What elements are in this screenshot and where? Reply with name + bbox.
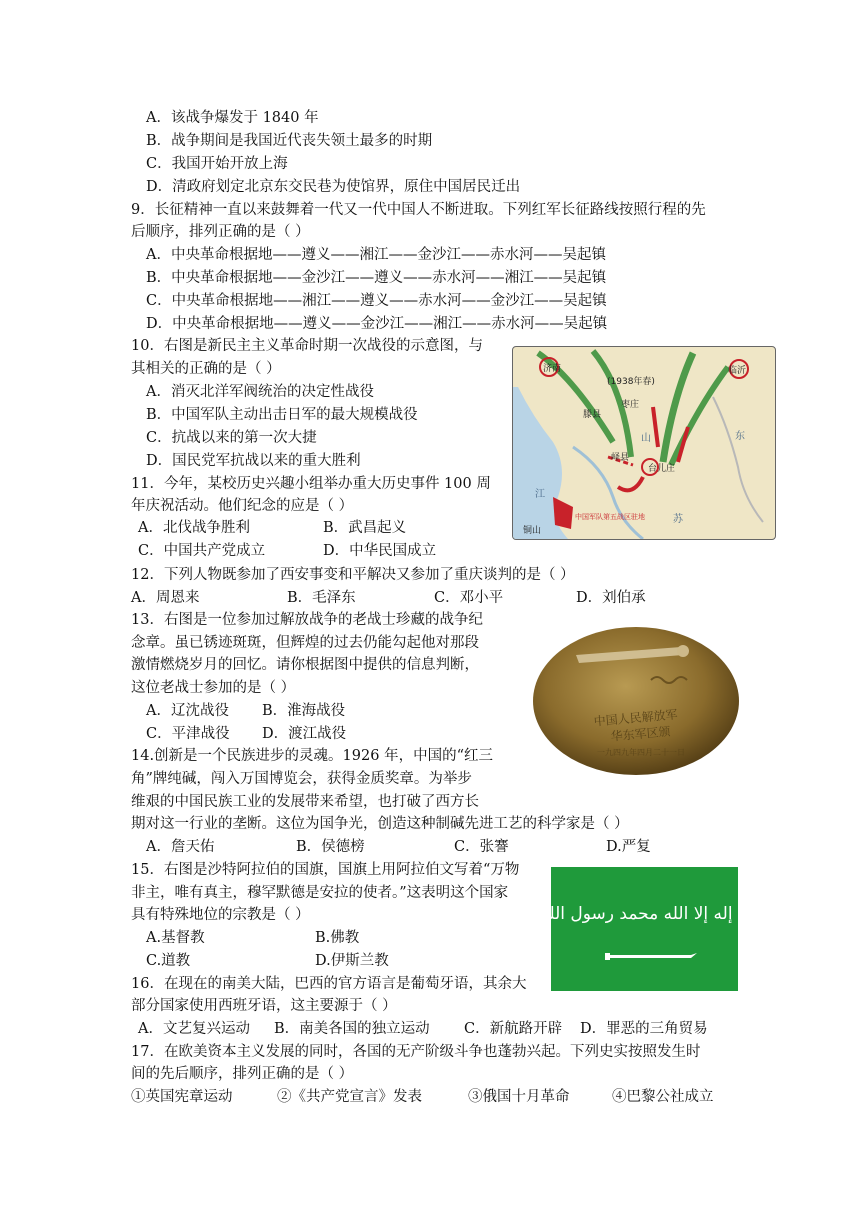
red-region <box>553 497 573 529</box>
map-place-linyi: 临沂 <box>728 366 747 376</box>
map-region-shan: 山 <box>641 433 651 444</box>
medal-pin-clasp <box>677 645 689 657</box>
map-place-tengxian: 滕县 <box>583 410 602 420</box>
q15-stem-line2: 非主，唯有真主，穆罕默德是安拉的使者。”这表明这个国家 <box>131 885 509 901</box>
q13-stem-line2: 念章。虽已锈迹斑斑，但辉煌的过去仍能勾起他对那段 <box>131 635 479 651</box>
q9-stem-line1: 9．长征精神一直以来鼓舞着一代又一代中国人不断进取。下列红军长征路线按照行程的先 <box>131 202 706 218</box>
q17-stem-line1: 17．在欧美资本主义发展的同时，各国的无产阶级斗争也蓬勃兴起。下列史实按照发生时 <box>131 1044 701 1060</box>
q11-stem-line2: 年庆祝活动。他们纪念的应是（ ） <box>131 498 354 514</box>
q16-option-b: B．南美各国的独立运动 <box>274 1021 430 1037</box>
q14-stem-line2: 角”牌纯碱，闯入万国博览会，获得金质奖章。为举步 <box>131 771 472 787</box>
q13-option-d: D．渡江战役 <box>262 726 347 742</box>
q10-stem-line1: 10．右图是新民主主义革命时期一次战役的示意图，与 <box>131 338 483 354</box>
map-region-dong: 东 <box>735 431 745 442</box>
q15-stem-line3: 具有特殊地位的宗教是（ ） <box>131 907 310 923</box>
q9-stem-line2: 后顺序，排列正确的是（ ） <box>131 224 310 240</box>
medal-date: 一九四九年四月二十一日 <box>597 748 685 757</box>
red-arrow-3 <box>618 477 643 490</box>
q14-stem-line4: 期对这一行业的垄断。这位为国争光，创造这种制碱先进工艺的科学家是（ ） <box>131 816 629 832</box>
q8-option-a: A．该战争爆发于 1840 年 <box>146 110 319 126</box>
medal-text-line1: 中国人民解放军 <box>593 707 679 729</box>
map-place-yixian: 峄县 <box>611 453 630 463</box>
battle-map-drawing <box>513 347 775 539</box>
q11-option-d: D．中华民国成立 <box>323 543 437 559</box>
q13-stem-line3: 激情燃烧岁月的回忆。请你根据图中提供的信息判断， <box>131 657 479 673</box>
q15-stem-line1: 15．右图是沙特阿拉伯的国旗，国旗上用阿拉伯文写着“万物 <box>131 862 520 878</box>
map-legend: 中国军队第五战区驻地 <box>575 513 645 521</box>
q10-option-d: D．国民党军抗战以来的重大胜利 <box>146 453 361 469</box>
q14-stem-line3: 维艰的中国民族工业的发展带来希望，也打破了西方长 <box>131 794 479 810</box>
river-line <box>573 447 643 539</box>
q11-option-a: A．北伐战争胜利 <box>138 520 250 536</box>
q9-option-a: A．中央革命根据地——遵义——湘江——金沙江——赤水河——吴起镇 <box>146 247 606 263</box>
q17-stem-line2: 间的先后顺序，排列正确的是（ ） <box>131 1066 354 1082</box>
q16-option-d: D．罪恶的三角贸易 <box>580 1021 708 1037</box>
red-arrow-1 <box>653 407 658 447</box>
q10-stem-line2: 其相关的正确的是（ ） <box>131 361 281 377</box>
medal-text-line2: 华东军区颁 <box>610 724 672 744</box>
q8-option-c: C．我国开始开放上海 <box>146 156 288 172</box>
q17-item-4: ④巴黎公社成立 <box>612 1089 714 1105</box>
q13-option-a: A．辽沈战役 <box>146 703 229 719</box>
q17-item-1: ①英国宪章运动 <box>131 1089 233 1105</box>
q9-option-c: C．中央革命根据地——湘江——遵义——赤水河——金沙江——吴起镇 <box>146 293 607 309</box>
q10-option-b: B．中国军队主动出击日军的最大规模战役 <box>146 407 418 423</box>
q14-option-a: A．詹天佑 <box>146 839 215 855</box>
q11-option-c: C．中国共产党成立 <box>138 543 266 559</box>
q16-option-a: A．文艺复兴运动 <box>138 1021 250 1037</box>
q8-option-d: D．清政府划定北京东交民巷为使馆界，原住中国居民迁出 <box>146 179 521 195</box>
q14-option-c: C．张謇 <box>454 839 509 855</box>
medal-photo <box>531 625 741 777</box>
battle-map <box>512 346 776 540</box>
q13-option-b: B．淮海战役 <box>262 703 346 719</box>
map-region-su: 苏 <box>673 514 683 525</box>
q14-option-d: D.严复 <box>606 839 651 855</box>
saudi-flag <box>551 867 738 991</box>
q12-option-b: B．毛泽东 <box>287 590 356 606</box>
q14-option-b: B．侯德榜 <box>296 839 365 855</box>
map-period-label: (1938年春) <box>607 377 655 387</box>
q12-option-c: C．邓小平 <box>434 590 504 606</box>
map-place-zaozhuang: 枣庄 <box>621 400 640 410</box>
q11-stem-line1: 11．今年，某校历史兴趣小组举办重大历史事件 100 周 <box>131 476 491 492</box>
q12-option-a: A．周恩来 <box>131 590 200 606</box>
q12-option-d: D．刘伯承 <box>576 590 646 606</box>
q8-option-b: B．战争期间是我国近代丧失领土最多的时期 <box>146 133 433 149</box>
q11-option-b: B．武昌起义 <box>323 520 407 536</box>
flag-sword-hilt <box>605 953 610 960</box>
q15-option-a: A.基督教 <box>146 930 205 946</box>
road-line <box>713 397 763 522</box>
q16-stem-line2: 部分国家使用西班牙语，这主要源于（ ） <box>131 998 397 1014</box>
q13-stem-line1: 13．右图是一位参加过解放战争的老战士珍藏的战争纪 <box>131 612 483 628</box>
q13-option-c: C．平津战役 <box>146 726 230 742</box>
map-place-tongshan: 铜山 <box>523 526 542 536</box>
saudi-flag-drawing <box>551 867 738 991</box>
q17-item-3: ③俄国十月革命 <box>468 1089 570 1105</box>
q10-option-a: A．消灭北洋军阀统治的决定性战役 <box>146 384 374 400</box>
q15-option-b: B.佛教 <box>315 930 360 946</box>
q9-option-b: B．中央革命根据地——金沙江——遵义——赤水河——湘江——吴起镇 <box>146 270 607 286</box>
q17-item-2: ②《共产党宣言》发表 <box>277 1089 422 1105</box>
map-region-jiang: 江 <box>535 489 545 500</box>
q15-option-d: D.伊斯兰教 <box>315 953 389 969</box>
q13-stem-line4: 这位老战士参加的是（ ） <box>131 680 296 696</box>
q12-stem: 12．下列人物既参加了西安事变和平解决又参加了重庆谈判的是（ ） <box>131 567 575 583</box>
q14-stem-line1: 14.创新是一个民族进步的灵魂。1926 年，中国的“红三 <box>131 748 493 764</box>
medal-drawing <box>531 625 741 777</box>
flag-field <box>551 867 738 991</box>
q15-option-c: C.道教 <box>146 953 191 969</box>
q16-stem-line1: 16．在现在的南美大陆，巴西的官方语言是葡萄牙语，其余大 <box>131 976 527 992</box>
flag-shahada-text: لا إله إلا الله محمد رسول الله <box>551 904 738 924</box>
q10-option-c: C．抗战以来的第一次大捷 <box>146 430 317 446</box>
map-place-taierzhuang: 台儿庄 <box>648 464 676 474</box>
q16-option-c: C．新航路开辟 <box>464 1021 563 1037</box>
q9-option-d: D．中央革命根据地——遵义——金沙江——湘江——赤水河——吴起镇 <box>146 316 608 332</box>
map-place-jinan: 济南 <box>543 364 562 374</box>
